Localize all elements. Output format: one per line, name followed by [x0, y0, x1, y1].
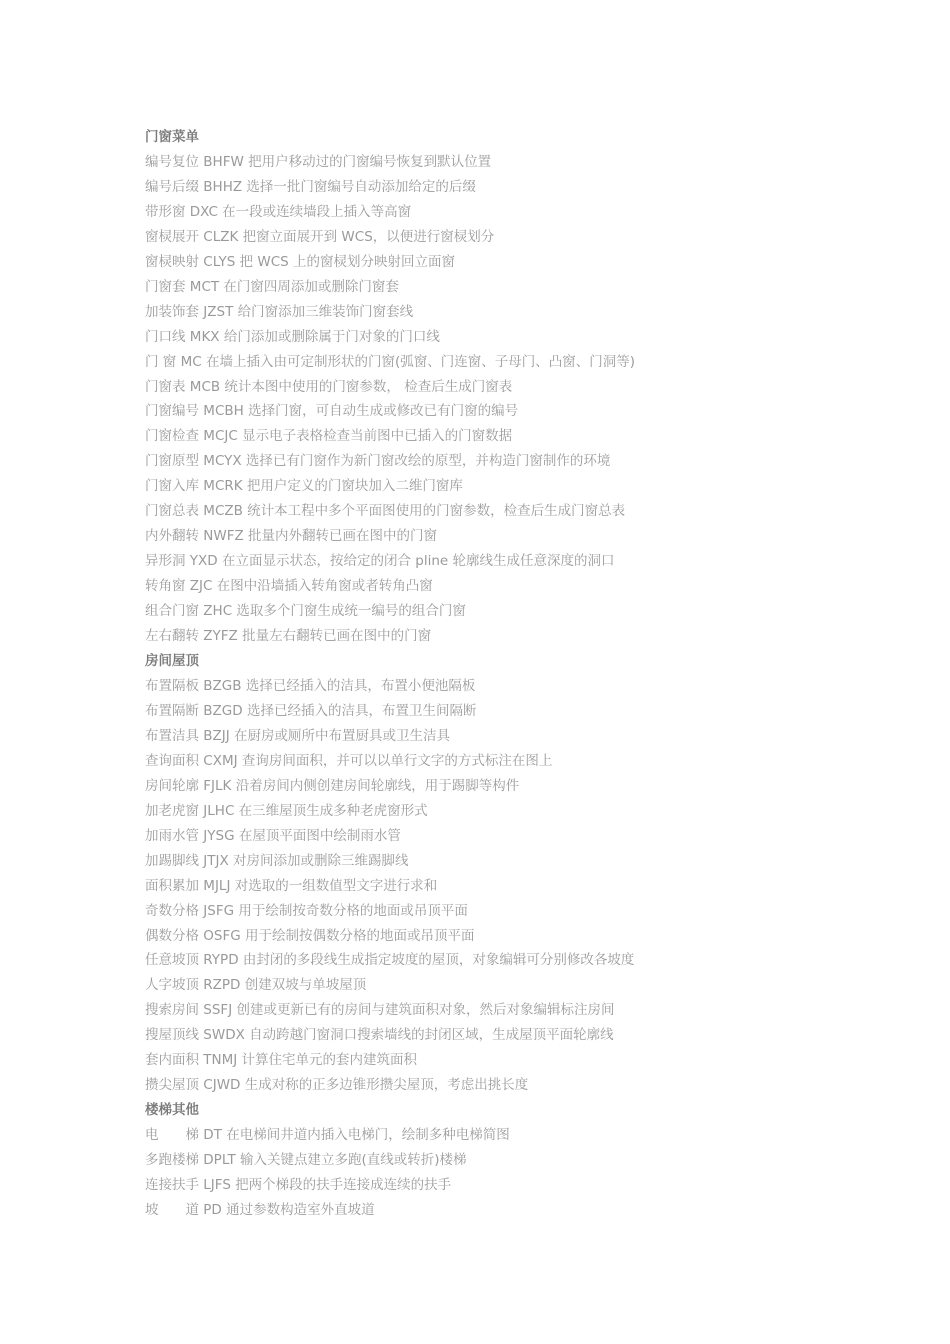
command-line: 房间轮廓 FJLK 沿着房间内侧创建房间轮廓线，用于踢脚等构件 — [145, 777, 520, 794]
command-line: 多跑楼梯 DPLT 输入关键点建立多跑(直线或转折)楼梯 — [145, 1152, 467, 1169]
section-heading: 房间屋顶 — [145, 653, 199, 670]
command-line: 人字坡顶 RZPD 创建双坡与单坡屋顶 — [145, 977, 367, 994]
command-line: 门窗表 MCB 统计本图中使用的门窗参数， 检查后生成门窗表 — [145, 378, 513, 395]
command-line: 异形洞 YXD 在立面显示状态，按给定的闭合 pline 轮廓线生成任意深度的洞口 — [145, 553, 615, 570]
command-line: 任意坡顶 RYPD 由封闭的多段线生成指定坡度的屋顶，对象编辑可分别修改各坡度 — [145, 952, 635, 969]
command-line: 奇数分格 JSFG 用于绘制按奇数分格的地面或吊顶平面 — [145, 902, 468, 919]
command-line: 面积累加 MJLJ 对选取的一组数值型文字进行求和 — [145, 877, 438, 894]
command-line: 加踢脚线 JTJX 对房间添加或删除三维踢脚线 — [145, 852, 409, 869]
command-line: 门 窗 MC 在墙上插入由可定制形状的门窗(弧窗、门连窗、子母门、凸窗、门洞等) — [145, 353, 635, 370]
command-line: 窗棂展开 CLZK 把窗立面展开到 WCS，以便进行窗棂划分 — [145, 228, 495, 245]
command-line: 组合门窗 ZHC 选取多个门窗生成统一编号的组合门窗 — [145, 603, 466, 620]
command-line: 布置洁具 BZJJ 在厨房或厕所中布置厨具或卫生洁具 — [145, 727, 451, 744]
section-heading: 楼梯其他 — [145, 1102, 199, 1119]
command-line: 搜屋顶线 SWDX 自动跨越门窗洞口搜索墙线的封闭区域，生成屋顶平面轮廓线 — [145, 1027, 614, 1044]
command-line: 门口线 MKX 给门添加或删除属于门对象的门口线 — [145, 328, 440, 345]
command-line: 门窗总表 MCZB 统计本工程中多个平面图使用的门窗参数，检查后生成门窗总表 — [145, 503, 626, 520]
command-line: 布置隔断 BZGD 选择已经插入的洁具，布置卫生间隔断 — [145, 702, 477, 719]
command-line: 左右翻转 ZYFZ 批量左右翻转已画在图中的门窗 — [145, 628, 432, 645]
command-line: 攒尖屋顶 CJWD 生成对称的正多边锥形攒尖屋顶，考虑出挑长度 — [145, 1077, 529, 1094]
command-line: 带形窗 DXC 在一段或连续墙段上插入等高窗 — [145, 203, 412, 220]
command-line: 电 梯 DT 在电梯间井道内插入电梯门，绘制多种电梯简图 — [145, 1127, 510, 1144]
command-line: 门窗套 MCT 在门窗四周添加或删除门窗套 — [145, 278, 399, 295]
command-line: 编号后缀 BHHZ 选择一批门窗编号自动添加给定的后缀 — [145, 178, 476, 195]
command-line: 门窗原型 MCYX 选择已有门窗作为新门窗改绘的原型，并构造门窗制作的环境 — [145, 453, 611, 470]
command-line: 内外翻转 NWFZ 批量内外翻转已画在图中的门窗 — [145, 528, 438, 545]
command-line: 偶数分格 OSFG 用于绘制按偶数分格的地面或吊顶平面 — [145, 927, 475, 944]
command-line: 加老虎窗 JLHC 在三维屋顶生成多种老虎窗形式 — [145, 802, 428, 819]
command-line: 布置隔板 BZGB 选择已经插入的洁具，布置小便池隔板 — [145, 677, 476, 694]
section-heading: 门窗菜单 — [145, 129, 199, 145]
command-line: 搜索房间 SSFJ 创建或更新已有的房间与建筑面积对象，然后对象编辑标注房间 — [145, 1002, 615, 1019]
command-line: 加装饰套 JZST 给门窗添加三维装饰门窗套线 — [145, 303, 414, 320]
command-line: 窗棂映射 CLYS 把 WCS 上的窗棂划分映射回立面窗 — [145, 253, 455, 270]
command-line: 门窗入库 MCRK 把用户定义的门窗块加入二维门窗库 — [145, 478, 463, 495]
command-line: 连接扶手 LJFS 把两个梯段的扶手连接成连续的扶手 — [145, 1177, 452, 1194]
command-line: 查询面积 CXMJ 查询房间面积，并可以以单行文字的方式标注在图上 — [145, 752, 553, 769]
command-line: 编号复位 BHFW 把用户移动过的门窗编号恢复到默认位置 — [145, 153, 492, 170]
command-line: 门窗检查 MCJC 显示电子表格检查当前图中已插入的门窗数据 — [145, 428, 513, 445]
command-line: 坡 道 PD 通过参数构造室外直坡道 — [145, 1201, 375, 1218]
command-line: 转角窗 ZJC 在图中沿墙插入转角窗或者转角凸窗 — [145, 578, 433, 595]
command-line: 加雨水管 JYSG 在屋顶平面图中绘制雨水管 — [145, 827, 401, 844]
command-line: 门窗编号 MCBH 选择门窗，可自动生成或修改已有门窗的编号 — [145, 403, 519, 420]
command-line: 套内面积 TNMJ 计算住宅单元的套内建筑面积 — [145, 1052, 418, 1069]
document-body — [145, 125, 925, 1223]
